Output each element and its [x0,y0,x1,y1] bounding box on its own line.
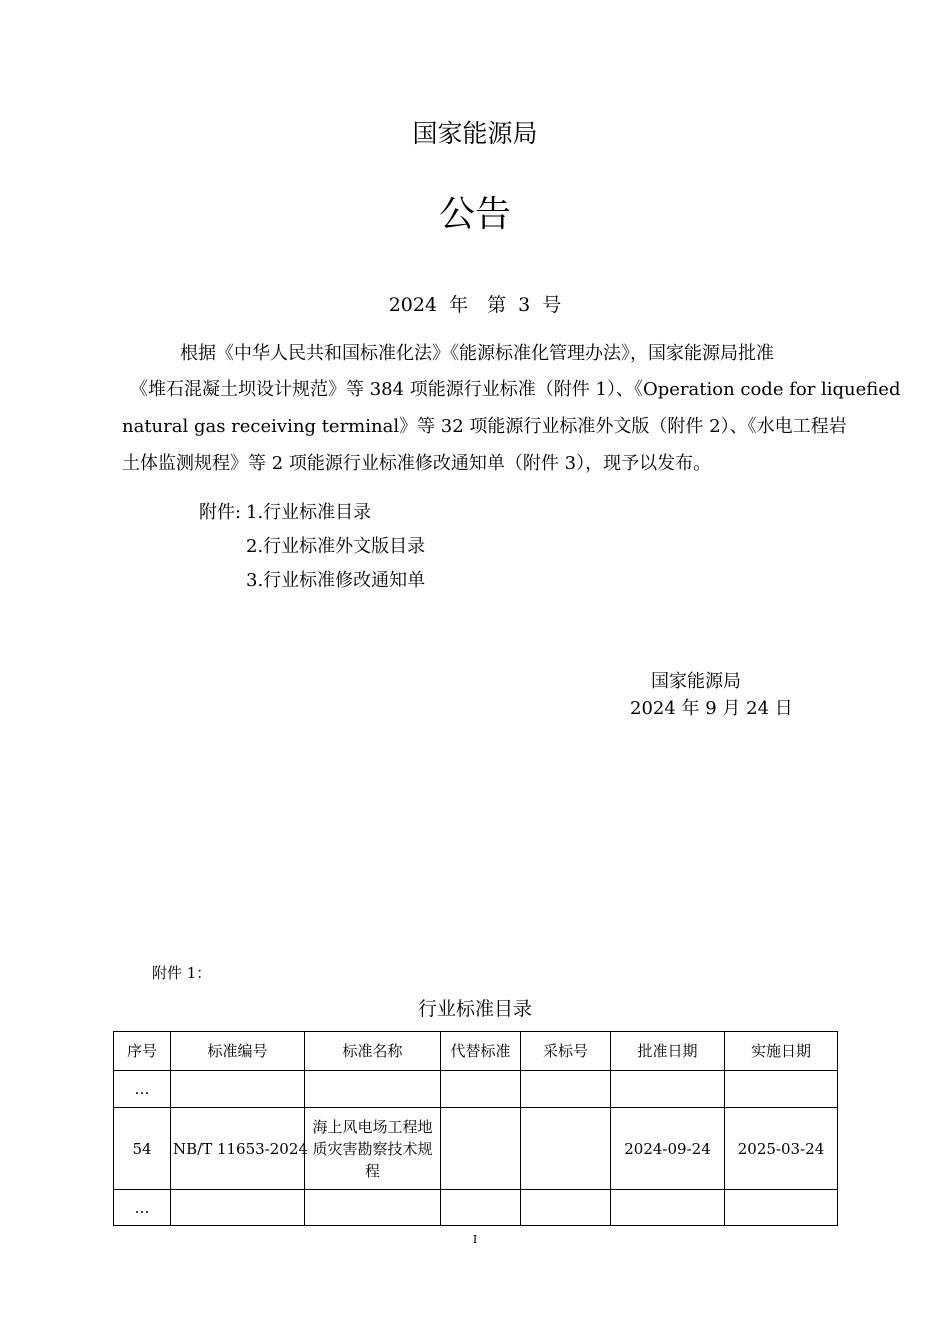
table-cell: 54 [114,1108,171,1190]
attachment-item: 2.行业标准外文版目录 [246,536,426,557]
appendix-label: 附件 1： [152,964,212,982]
column-header: 实施日期 [725,1032,838,1071]
table-cell [611,1190,725,1226]
appendix-title: 行业标准目录 [417,998,532,1020]
table-cell: … [114,1071,171,1108]
table-cell [305,1190,441,1226]
body-line: 土体监测规程》等 2 项能源行业标准修改通知单（附件 3），现予以发布。 [122,453,712,474]
table-cell [521,1108,611,1190]
table-header-row [114,1032,838,1071]
table-cell [441,1071,521,1108]
column-header: 序号 [114,1032,171,1071]
table-cell: 海上风电场工程地质灾害勘察技术规程 [305,1108,441,1190]
table-row [114,1190,838,1226]
column-header: 代替标准 [441,1032,521,1071]
issuer-heading: 国家能源局 [412,119,538,148]
attachment-item: 1.行业标准目录 [246,502,372,523]
table-cell [611,1071,725,1108]
body-line: 《堆石混凝土坝设计规范》等 384 项能源行业标准（附件 1）、《Operation code for liquefied [130,379,901,400]
standards-table [113,1031,838,1226]
column-header: 标准名称 [305,1032,441,1071]
body-line: natural gas receiving terminal》等 32 项能源行业标准外文版（附件 2）、《水电工程岩 [122,416,847,437]
table-cell [441,1108,521,1190]
attachment-item: 3.行业标准修改通知单 [246,570,426,591]
table-cell [171,1190,305,1226]
column-header: 批准日期 [611,1032,725,1071]
attachment-label: 附件: [199,502,242,523]
table-cell [171,1071,305,1108]
table-cell [521,1071,611,1108]
table-cell: 2024-09-24 [611,1108,725,1190]
table-cell [521,1190,611,1226]
table-cell [725,1190,838,1226]
page-number: I [472,1233,478,1246]
table-cell [305,1071,441,1108]
column-header: 采标号 [521,1032,611,1071]
issue-number: 2024 年 第 3 号 [388,294,562,316]
table-row [114,1108,838,1190]
table-cell: NB/T 11653-2024 [171,1108,305,1190]
table-cell: 2025-03-24 [725,1108,838,1190]
body-line: 根据《中华人民共和国标准化法》《能源标准化管理办法》，国家能源局批准 [180,343,774,364]
table-cell [725,1071,838,1108]
signature-date: 2024 年 9 月 24 日 [630,698,793,719]
table-row [114,1071,838,1108]
column-header: 标准编号 [171,1032,305,1071]
signature-org: 国家能源局 [651,671,741,692]
table-cell: … [114,1190,171,1226]
table-cell [441,1190,521,1226]
announcement-title: 公告 [438,194,511,235]
